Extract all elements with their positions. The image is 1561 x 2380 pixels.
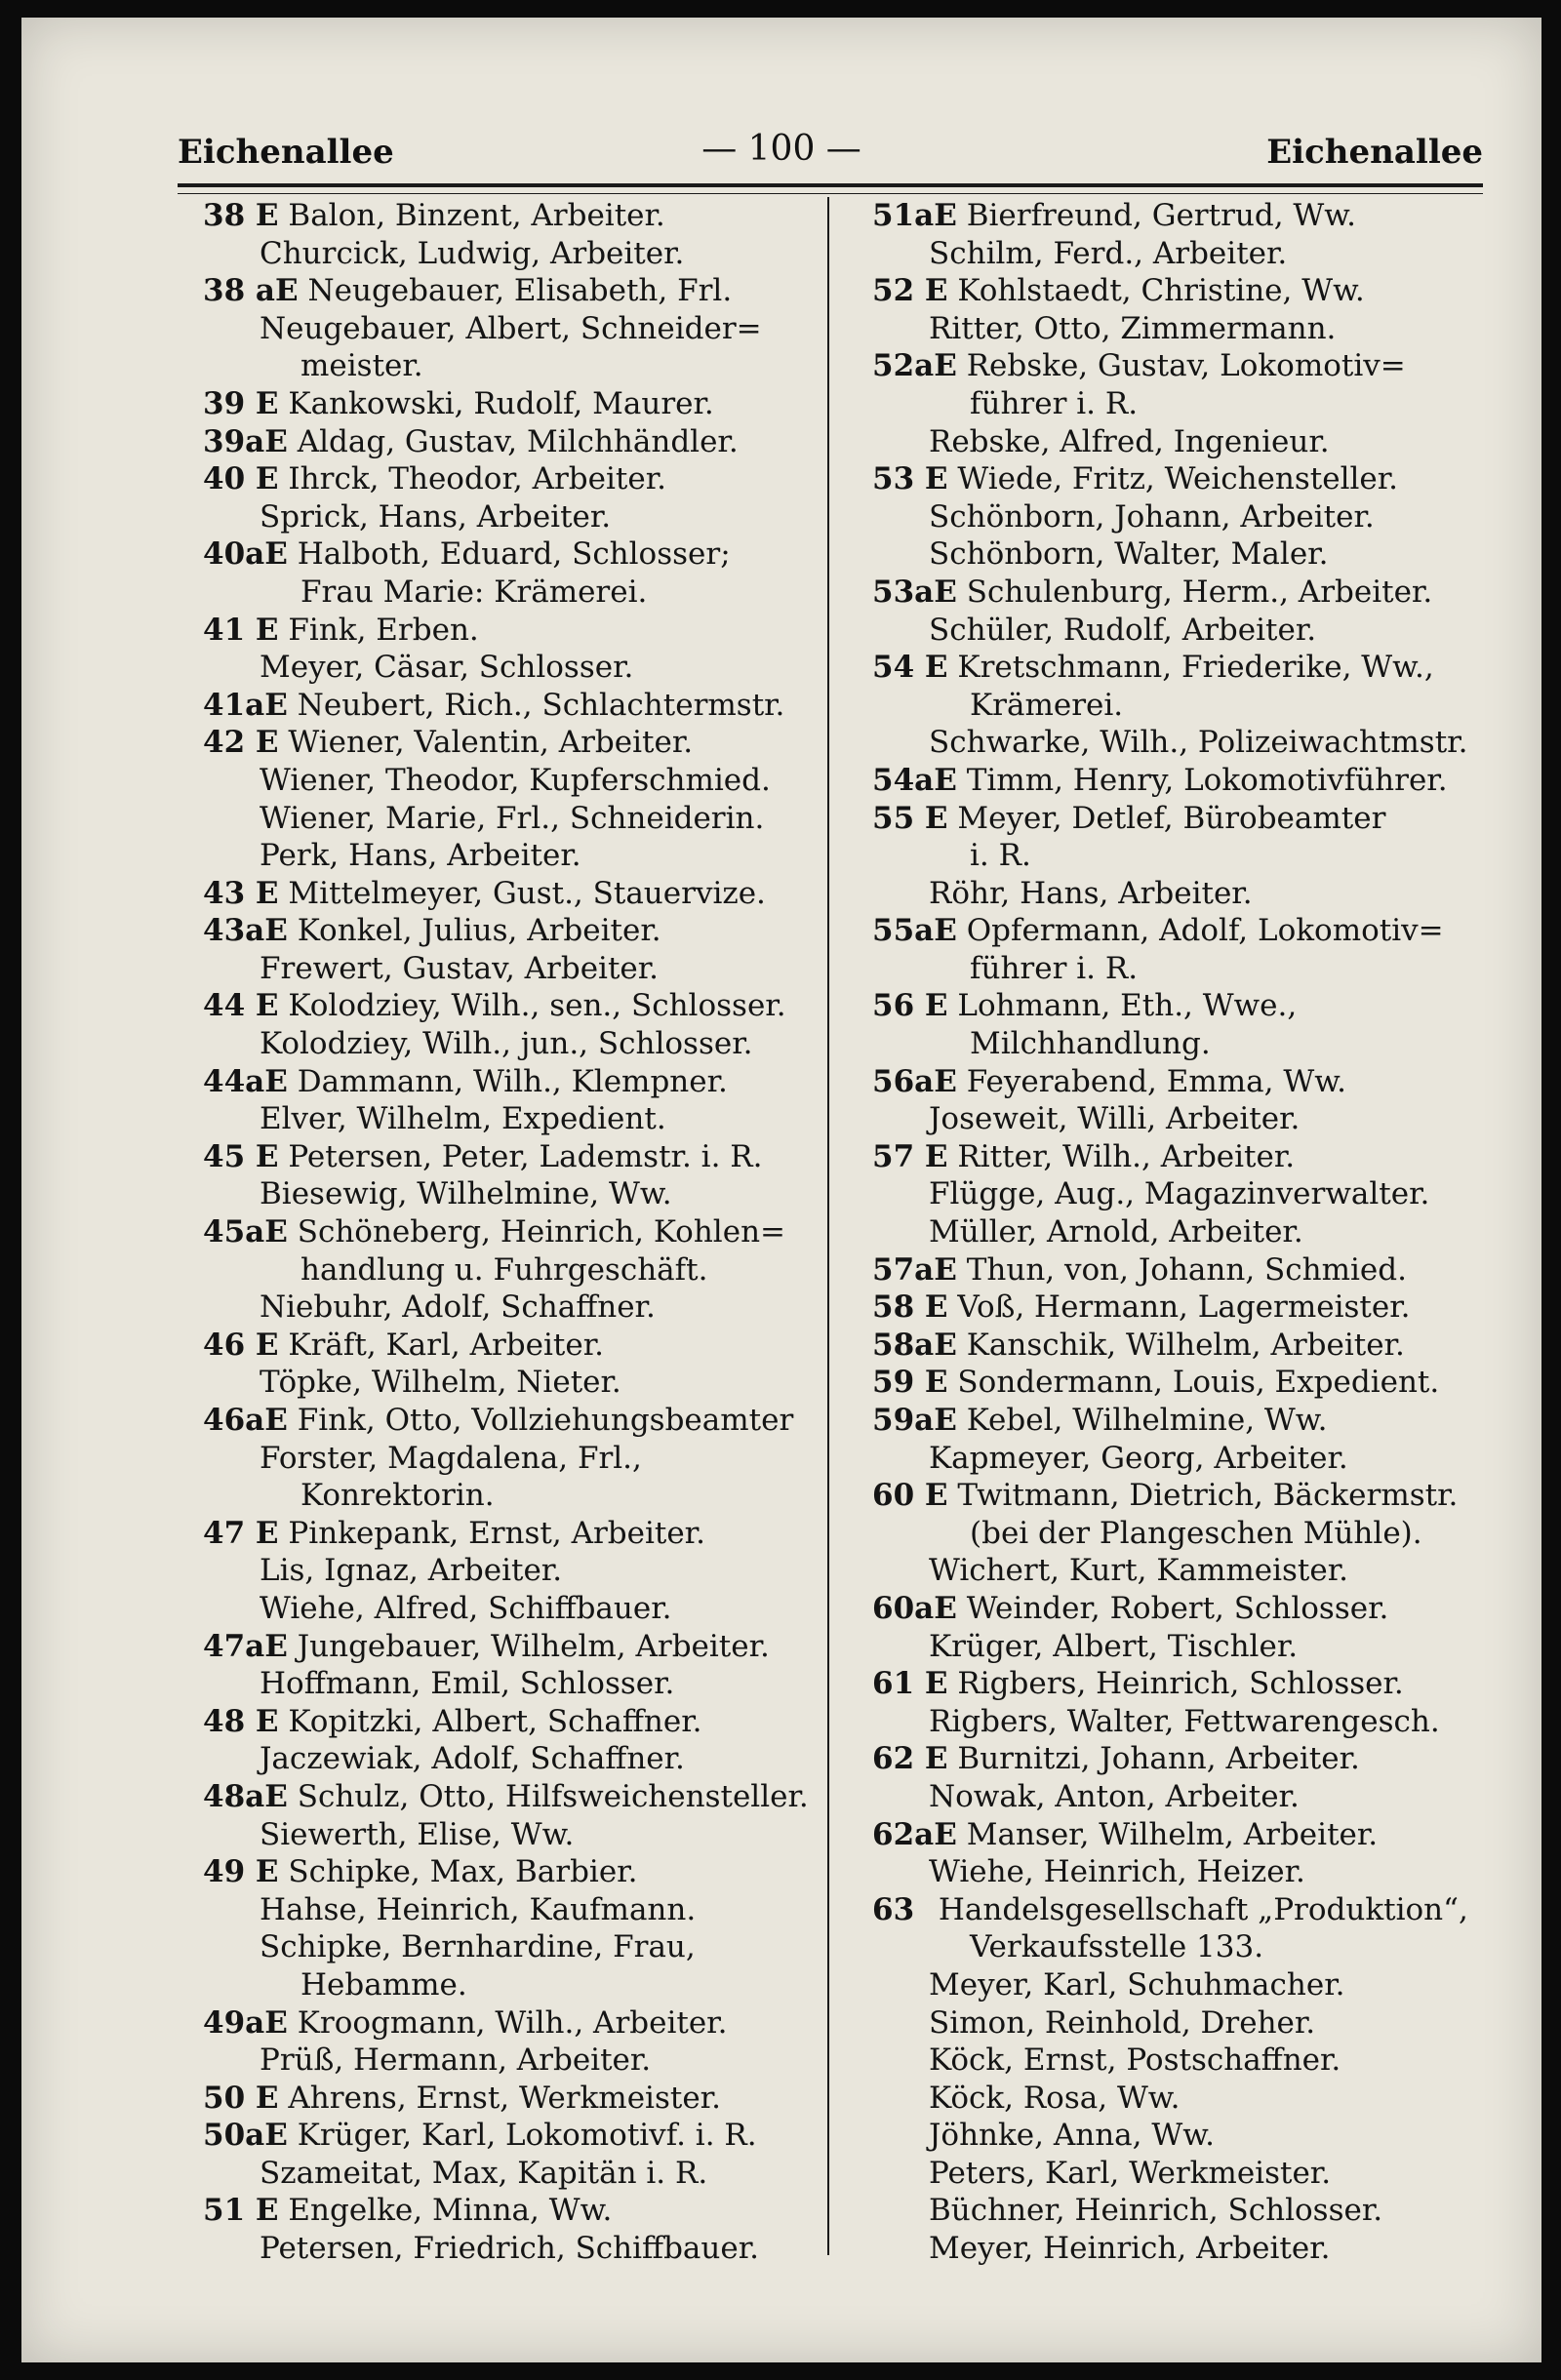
directory-entry [872,1138,1536,1176]
directory-entry [872,385,1536,423]
house-number: 57aE [872,1251,957,1288]
directory-entry [203,2192,827,2230]
directory-entry [203,762,827,800]
resident-entry: Hebamme. [300,1966,467,2003]
resident-entry: Wichert, Kurt, Kammeister. [929,1553,1348,1589]
resident-entry: Schipke, Bernhardine, Frau, [260,1929,696,1965]
resident-entry: Meyer, Heinrich, Arbeiter. [929,2231,1331,2267]
directory-entry [203,2004,827,2043]
directory-entry [872,235,1536,273]
header-rule-thin [178,193,1483,194]
directory-entry [872,1213,1536,1251]
resident-entry: Thun, von, Johann, Schmied. [966,1251,1407,1288]
house-number: 49 E [203,1854,279,1890]
directory-entry [203,912,827,950]
resident-entry: Krüger, Albert, Tischler. [929,1628,1299,1664]
directory-entry [872,2080,1536,2118]
resident-entry: Büchner, Heinrich, Schlosser. [929,2193,1383,2229]
directory-entry [203,1816,827,1854]
resident-entry: Kroogmann, Wilh., Arbeiter. [297,2004,728,2041]
resident-entry: Kankowski, Rudolf, Maurer. [288,385,714,421]
resident-entry: Churcick, Ludwig, Arbeiter. [260,235,685,271]
resident-entry: Schipke, Max, Barbier. [288,1854,638,1890]
page-header [21,18,1541,203]
directory-entry [203,1966,827,2004]
directory-entry [872,1552,1536,1590]
resident-entry: Neugebauer, Elisabeth, Frl. [307,273,733,309]
resident-entry: Wiede, Fritz, Weichensteller. [957,461,1399,497]
directory-entry [872,800,1536,838]
directory-entry [872,1703,1536,1741]
house-number: 55aE [872,913,957,949]
directory-entry [872,2192,1536,2230]
resident-entry: Kolodziey, Wilh., jun., Schlosser. [260,1026,753,1062]
directory-entry [203,423,827,461]
directory-entry [872,1364,1536,1402]
page-number: — 100 — [701,129,861,169]
house-number: 42 E [203,725,279,761]
directory-entry [872,1778,1536,1816]
resident-entry: Elver, Wilhelm, Expedient. [260,1101,666,1137]
resident-entry: Köck, Ernst, Postschaffner. [929,2043,1341,2079]
directory-page [21,18,1541,2362]
resident-entry: handlung u. Fuhrgeschäft. [300,1251,708,1288]
resident-entry: Rigbers, Heinrich, Schlosser. [957,1666,1404,1702]
resident-entry: Simon, Reinhold, Dreher. [929,2004,1316,2041]
resident-entry: Konkel, Julius, Arbeiter. [297,913,661,949]
directory-entry [203,2230,827,2268]
resident-entry: Dammann, Wilh., Klempner. [297,1063,728,1099]
resident-entry: Krämerei. [970,687,1124,723]
directory-entry [872,1891,1536,1929]
resident-entry: Meyer, Cäsar, Schlosser. [260,650,634,686]
house-number: 62 E [872,1741,948,1777]
directory-entry [203,1138,827,1176]
directory-entry [872,1289,1536,1327]
directory-entry [203,1289,827,1327]
directory-entry [203,1552,827,1590]
running-head-left: Eichenallee [178,133,394,172]
right-column [872,197,1536,2268]
directory-entry [872,498,1536,536]
resident-entry: Sondermann, Louis, Expedient. [957,1365,1440,1401]
directory-entry [203,649,827,687]
directory-entry [203,1853,827,1891]
directory-entry [203,347,827,385]
directory-entry [203,2080,827,2118]
house-number: 40 E [203,461,279,497]
house-number: 49aE [203,2004,288,2041]
directory-entry [203,687,827,725]
resident-entry: Meyer, Karl, Schuhmacher. [929,1966,1345,2003]
resident-entry: Jaczewiak, Adolf, Schaffner. [260,1741,685,1777]
directory-entry [203,574,827,612]
house-number: 58aE [872,1327,957,1363]
directory-entry [203,385,827,423]
directory-entry [872,310,1536,348]
directory-entry [203,724,827,762]
resident-entry: Schulenburg, Herm., Arbeiter. [966,574,1433,610]
resident-entry: Hoffmann, Emil, Schlosser. [260,1666,675,1702]
house-number: 62aE [872,1816,957,1852]
directory-entry [872,912,1536,950]
resident-entry: Wiener, Valentin, Arbeiter. [288,725,694,761]
directory-entry [872,2117,1536,2155]
resident-entry: Fink, Erben. [288,612,479,648]
resident-entry: Wiener, Marie, Frl., Schneiderin. [260,800,765,836]
directory-entry [872,1025,1536,1063]
directory-entry [203,800,827,838]
house-number: 57 E [872,1138,948,1174]
resident-entry: Weinder, Robert, Schlosser. [966,1590,1389,1626]
resident-entry: i. R. [970,838,1031,874]
directory-entry [203,1025,827,1063]
resident-entry: Wiehe, Alfred, Schiffbauer. [260,1590,672,1626]
directory-entry [872,762,1536,800]
house-number: 59aE [872,1403,957,1438]
directory-entry [872,724,1536,762]
resident-entry: Lis, Ignaz, Arbeiter. [260,1553,563,1589]
resident-entry: Halboth, Eduard, Schlosser; [297,536,731,573]
resident-entry: Kretschmann, Friederike, Ww., [957,650,1434,686]
directory-entry [203,1213,827,1251]
directory-entry [872,1515,1536,1553]
resident-entry: Lohmann, Eth., Wwe., [957,988,1298,1024]
directory-entry [203,536,827,574]
directory-entry [203,1440,827,1478]
directory-entry [872,2042,1536,2080]
directory-entry [203,1327,827,1365]
resident-entry: Aldag, Gustav, Milchhändler. [297,423,739,459]
resident-entry: Joseweit, Willi, Arbeiter. [929,1101,1301,1137]
resident-entry: Petersen, Friedrich, Schiffbauer. [260,2231,759,2267]
resident-entry: führer i. R. [970,950,1139,986]
house-number: 60aE [872,1590,957,1626]
directory-entry [203,875,827,913]
directory-entry [872,1740,1536,1778]
resident-entry: Müller, Arnold, Arbeiter. [929,1214,1303,1250]
directory-entry [872,2230,1536,2268]
directory-entry [872,1966,1536,2004]
house-number: 43aE [203,913,288,949]
directory-entry [203,837,827,875]
house-number: 53 E [872,461,948,497]
directory-entry [203,1891,827,1929]
directory-entry [203,1740,827,1778]
resident-entry: Köck, Rosa, Ww. [929,2080,1181,2116]
house-number: 60 E [872,1478,948,1514]
house-number: 47 E [203,1515,279,1551]
directory-entry [203,612,827,650]
house-number: 43 E [203,875,279,911]
resident-entry: Schönborn, Johann, Arbeiter. [929,498,1375,535]
resident-entry: Meyer, Detlef, Bürobeamter [957,800,1386,836]
resident-entry: Schöneberg, Heinrich, Kohlen= [297,1214,786,1250]
resident-entry: Wiener, Theodor, Kupferschmied. [260,762,771,798]
directory-entry [872,950,1536,988]
directory-entry [872,1477,1536,1515]
directory-entry [203,1928,827,1966]
resident-entry: Jungebauer, Wilhelm, Arbeiter. [297,1628,770,1664]
directory-entry [203,2155,827,2193]
house-number: 54 E [872,650,948,686]
directory-entry [203,498,827,536]
resident-entry: Prüß, Hermann, Arbeiter. [260,2043,652,2079]
directory-entry [203,950,827,988]
resident-entry: Neugebauer, Albert, Schneider= [260,310,762,346]
directory-entry [203,1515,827,1553]
directory-entry [203,1477,827,1515]
directory-entry [872,197,1536,235]
resident-entry: Schulz, Otto, Hilfsweichensteller. [297,1778,809,1814]
house-number: 54aE [872,762,957,798]
house-number: 38 aE [203,273,299,309]
resident-entry: Pinkepank, Ernst, Arbeiter. [288,1515,705,1551]
resident-entry: Kohlstaedt, Christine, Ww. [957,273,1365,309]
directory-entry [872,1251,1536,1289]
house-number: 50aE [203,2118,288,2154]
directory-entry [872,1175,1536,1213]
resident-entry: Handelsgesellschaft „Produktion“, [938,1891,1468,1927]
resident-entry: Perk, Hans, Arbeiter. [260,838,581,874]
directory-entry [872,1327,1536,1365]
house-number: 52 E [872,273,948,309]
directory-entry [203,272,827,310]
directory-entry [203,1778,827,1816]
left-column [203,197,827,2268]
house-number: 59 E [872,1365,948,1401]
directory-entry [872,2004,1536,2043]
resident-entry: Töpke, Wilhelm, Nieter. [260,1365,621,1401]
resident-entry: Kräft, Karl, Arbeiter. [288,1327,604,1363]
running-head-right: Eichenallee [1266,133,1483,172]
house-number: 61 E [872,1666,948,1702]
directory-entry [872,875,1536,913]
directory-entry [203,2042,827,2080]
directory-entry [203,460,827,498]
directory-entry [872,1402,1536,1440]
resident-entry: Siewerth, Elise, Ww. [260,1816,575,1852]
house-number: 47aE [203,1628,288,1664]
resident-entry: Szameitat, Max, Kapitän i. R. [260,2155,708,2191]
directory-entry [203,2117,827,2155]
resident-entry: Ritter, Wilh., Arbeiter. [957,1138,1296,1174]
directory-entry [872,1100,1536,1138]
resident-entry: Jöhnke, Anna, Ww. [929,2118,1215,2154]
resident-entry: Ahrens, Ernst, Werkmeister. [288,2080,721,2116]
directory-entry [872,612,1536,650]
directory-entry [203,1402,827,1440]
directory-entry [203,1364,827,1402]
house-number: 58 E [872,1289,948,1326]
directory-entry [203,1251,827,1289]
resident-entry: Bierfreund, Gertrud, Ww. [966,198,1356,233]
directory-entry [872,1628,1536,1666]
resident-entry: Schüler, Rudolf, Arbeiter. [929,612,1317,648]
resident-entry: Wiehe, Heinrich, Heizer. [929,1854,1305,1890]
resident-entry: Kebel, Wilhelmine, Ww. [966,1403,1328,1438]
resident-entry: Kopitzki, Albert, Schaffner. [288,1703,702,1739]
house-number: 39 E [203,385,279,421]
directory-entry [872,687,1536,725]
directory-entry [872,1063,1536,1101]
resident-entry: Manser, Wilhelm, Arbeiter. [966,1816,1379,1852]
resident-entry: Burnitzi, Johann, Arbeiter. [957,1741,1360,1777]
directory-entry [872,1665,1536,1703]
house-number: 46 E [203,1327,279,1363]
house-number: 44 E [203,988,279,1024]
directory-entry [872,574,1536,612]
directory-entry [872,1853,1536,1891]
resident-entry: meister. [300,348,423,384]
resident-entry: Neubert, Rich., Schlachtermstr. [297,687,785,723]
resident-entry: Sprick, Hans, Arbeiter. [260,498,612,535]
column-divider [827,197,829,2255]
resident-entry: Konrektorin. [300,1478,495,1514]
house-number: 41 E [203,612,279,648]
directory-entry [203,1175,827,1213]
directory-entry [872,536,1536,574]
house-number: 63 [872,1891,915,1927]
directory-entry [203,1590,827,1628]
directory-entry [872,649,1536,687]
house-number: 39aE [203,423,288,459]
house-number: 45aE [203,1214,288,1250]
directory-entry [872,987,1536,1025]
directory-entry [203,987,827,1025]
directory-entry [872,1928,1536,1966]
resident-entry: Feyerabend, Emma, Ww. [966,1063,1346,1099]
resident-entry: Niebuhr, Adolf, Schaffner. [260,1289,656,1326]
directory-entry [872,347,1536,385]
directory-entry [203,1063,827,1101]
house-number: 44aE [203,1063,288,1099]
directory-entry [203,1628,827,1666]
resident-entry: Opfermann, Adolf, Lokomotiv= [966,913,1444,949]
resident-entry: Twitmann, Dietrich, Bäckermstr. [957,1478,1459,1514]
resident-entry: Frau Marie: Krämerei. [300,574,648,610]
directory-entry [872,272,1536,310]
house-number: 51aE [872,198,957,233]
house-number: 55 E [872,800,948,836]
directory-entry [203,235,827,273]
house-number: 56 E [872,988,948,1024]
directory-entry [203,1100,827,1138]
directory-entry [872,1816,1536,1854]
directory-entry [203,1665,827,1703]
resident-entry: Krüger, Karl, Lokomotivf. i. R. [297,2118,757,2154]
directory-entry [872,1440,1536,1478]
directory-entry [872,2155,1536,2193]
resident-entry: Flügge, Aug., Magazinverwalter. [929,1176,1430,1212]
resident-entry: Frewert, Gustav, Arbeiter. [260,950,660,986]
directory-entry [872,1590,1536,1628]
resident-entry: (bei der Plangeschen Mühle). [970,1515,1422,1551]
resident-entry: Forster, Magdalena, Frl., [260,1440,642,1476]
directory-entry [203,310,827,348]
resident-entry: Mittelmeyer, Gust., Stauervize. [288,875,766,911]
house-number: 41aE [203,687,288,723]
resident-entry: Rebske, Gustav, Lokomotiv= [966,348,1406,384]
resident-entry: Ritter, Otto, Zimmermann. [929,310,1337,346]
resident-entry: Fink, Otto, Vollziehungsbeamter [297,1403,794,1438]
header-rule-thick [178,183,1483,187]
resident-entry: Rebske, Alfred, Ingenieur. [929,423,1330,459]
resident-entry: Rigbers, Walter, Fettwarengesch. [929,1703,1440,1739]
resident-entry: Hahse, Heinrich, Kaufmann. [260,1891,697,1927]
house-number: 38 E [203,198,279,233]
directory-entry [203,197,827,235]
directory-entry [872,423,1536,461]
house-number: 51 E [203,2193,279,2229]
resident-entry: Kapmeyer, Georg, Arbeiter. [929,1440,1348,1476]
resident-entry: Peters, Karl, Werkmeister. [929,2155,1332,2191]
house-number: 53aE [872,574,957,610]
resident-entry: Timm, Henry, Lokomotivführer. [966,762,1448,798]
house-number: 46aE [203,1403,288,1438]
house-number: 50 E [203,2080,279,2116]
house-number: 45 E [203,1138,279,1174]
resident-entry: Engelke, Minna, Ww. [288,2193,613,2229]
resident-entry: Voß, Hermann, Lagermeister. [957,1289,1411,1326]
resident-entry: Milchhandlung. [970,1026,1211,1062]
resident-entry: Röhr, Hans, Arbeiter. [929,875,1253,911]
directory-entry [203,1703,827,1741]
directory-entry [872,460,1536,498]
house-number: 40aE [203,536,288,573]
directory-entry [872,837,1536,875]
house-number: 52aE [872,348,957,384]
house-number: 56aE [872,1063,957,1099]
resident-entry: Schwarke, Wilh., Polizeiwachtmstr. [929,725,1468,761]
house-number: 48aE [203,1778,288,1814]
resident-entry: führer i. R. [970,385,1139,421]
resident-entry: Nowak, Anton, Arbeiter. [929,1778,1300,1814]
resident-entry: Biesewig, Wilhelmine, Ww. [260,1176,672,1212]
resident-entry: Balon, Binzent, Arbeiter. [288,198,665,233]
resident-entry: Schönborn, Walter, Maler. [929,536,1329,573]
resident-entry: Schilm, Ferd., Arbeiter. [929,235,1288,271]
resident-entry: Ihrck, Theodor, Arbeiter. [288,461,666,497]
resident-entry: Petersen, Peter, Lademstr. i. R. [288,1138,763,1174]
resident-entry: Verkaufsstelle 133. [970,1929,1264,1965]
resident-entry: Kolodziey, Wilh., sen., Schlosser. [288,988,786,1024]
resident-entry: Kanschik, Wilhelm, Arbeiter. [966,1327,1405,1363]
house-number: 48 E [203,1703,279,1739]
